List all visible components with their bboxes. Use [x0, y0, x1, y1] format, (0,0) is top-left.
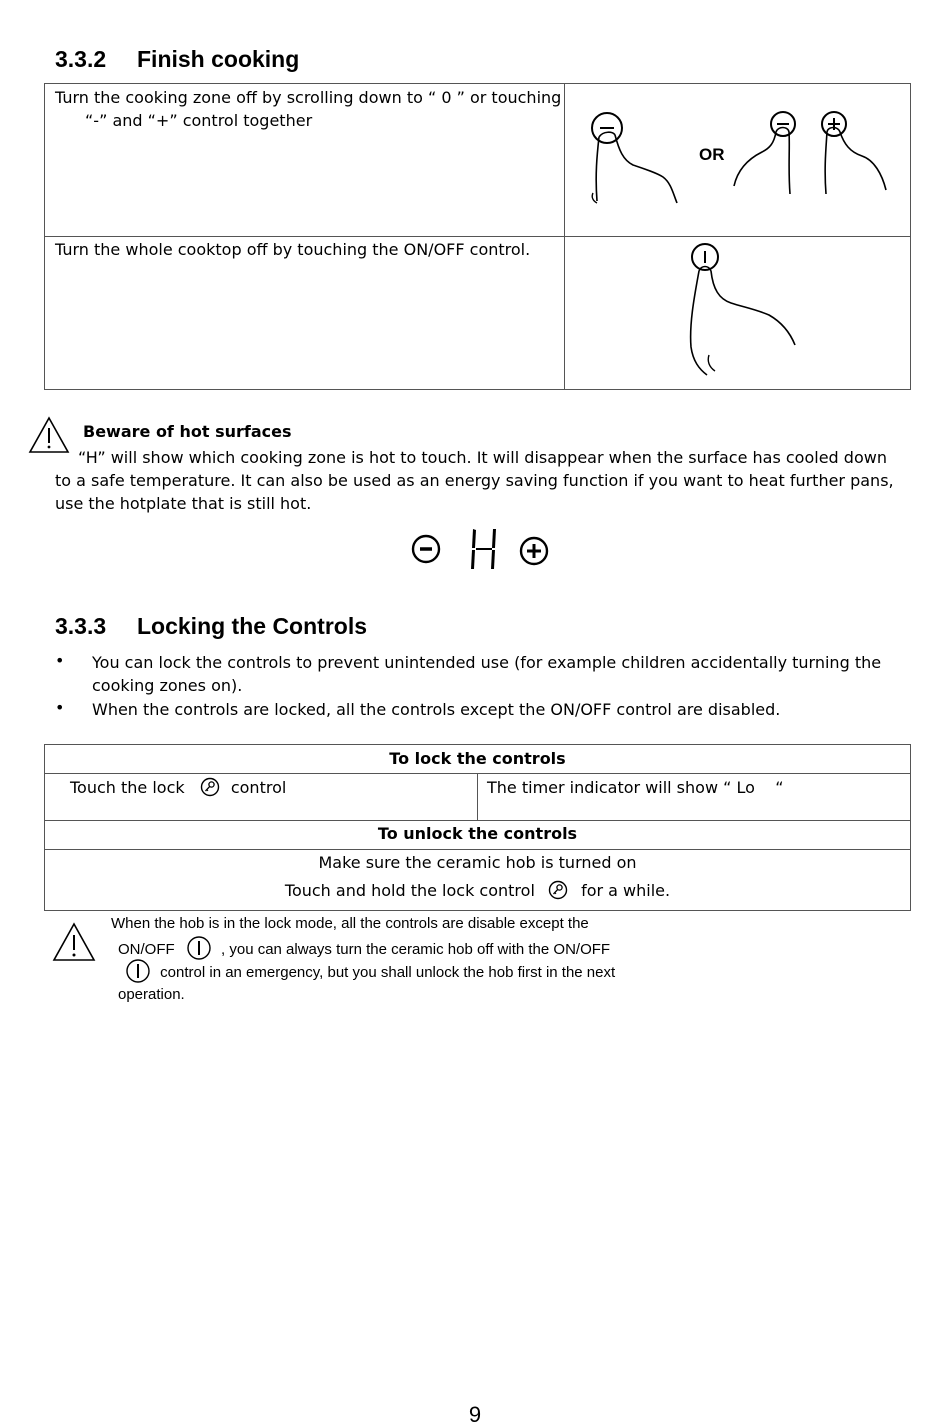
warning-triangle-icon: [52, 922, 96, 962]
text-fragment: for a while.: [581, 881, 671, 900]
power-icon: [126, 959, 150, 983]
finger-minus-illustration: [585, 105, 695, 205]
lock-bullet-1: [92, 651, 922, 697]
text-line: “H” will show which cooking zone is hot to touch. It will disappear when the surface has cooled down: [78, 448, 887, 467]
h-display: [468, 526, 500, 572]
text-line: Turn the cooking zone off by scrolling down to “ 0 ” or touching: [55, 88, 562, 107]
h-display-glyph: [468, 526, 500, 572]
table-divider: [477, 773, 478, 820]
section-heading-finish-cooking: [55, 46, 299, 73]
table-divider: [44, 849, 911, 850]
finger-onoff-illustration: [685, 243, 805, 378]
lock-note-line-4: operation.: [118, 986, 185, 1003]
hot-warning-text: [55, 446, 925, 515]
unlock-line-2: [44, 879, 911, 902]
lock-header: To lock the controls: [389, 749, 566, 768]
lock-note-line-1: When the hob is in the lock mode, all the controls are disable except the: [111, 915, 589, 932]
table-divider: [44, 820, 911, 821]
text-line: “-” and “+” control together: [85, 111, 313, 130]
bullet-marker: •: [55, 651, 65, 670]
hot-warning-heading: Beware of hot surfaces: [83, 422, 292, 441]
text-line: You can lock the controls to prevent unintended use (for example children accidentally turning the: [92, 653, 882, 672]
lock-note-line-2: [118, 936, 610, 962]
text-fragment: Touch and hold the lock control: [284, 881, 535, 900]
power-icon: [187, 936, 211, 960]
lock-key-icon: [548, 880, 568, 900]
plus-icon: [518, 535, 550, 567]
section-number: 3.3.2: [55, 46, 107, 72]
section-title: Locking the Controls: [137, 613, 367, 639]
text-fragment: control: [230, 778, 287, 797]
page-number: 9: [468, 1402, 482, 1427]
lock-key-icon: [200, 777, 220, 797]
section-title: Finish cooking: [137, 46, 300, 72]
lock-instruction: [70, 776, 286, 799]
text-fragment: ON/OFF: [118, 941, 175, 958]
bullet-marker: •: [55, 698, 65, 717]
finish-row2-text: Turn the whole cooktop off by touching the ON/OFF control.: [55, 240, 531, 259]
text-fragment: control in an emergency, but you shall unlock the hob first in the next: [160, 964, 616, 981]
text-line: to a safe temperature. It can also be used as an energy saving function if you want to heat further pans,: [55, 471, 894, 490]
section-heading-locking: [55, 613, 367, 640]
section-number: 3.3.3: [55, 613, 107, 639]
finish-row1-text: [55, 86, 561, 132]
lock-note-line-3: [126, 959, 615, 985]
text-fragment: , you can always turn the ceramic hob off with the ON/OFF: [221, 941, 611, 958]
minus-icon: [410, 533, 442, 565]
lock-bullet-2: When the controls are locked, all the controls except the ON/OFF control are disabled.: [92, 700, 781, 719]
unlock-line-1: Make sure the ceramic hob is turned on: [318, 853, 637, 872]
unlock-header: To unlock the controls: [377, 824, 578, 843]
table-divider: [44, 236, 911, 237]
lock-result: The timer indicator will show “ Lo “: [487, 778, 784, 797]
text-fragment: Touch the lock: [70, 778, 185, 797]
or-label: OR: [699, 145, 725, 164]
text-line: cooking zones on).: [92, 676, 243, 695]
text-line: use the hotplate that is still hot.: [55, 494, 312, 513]
finger-minus-plus-illustration: [732, 108, 892, 200]
